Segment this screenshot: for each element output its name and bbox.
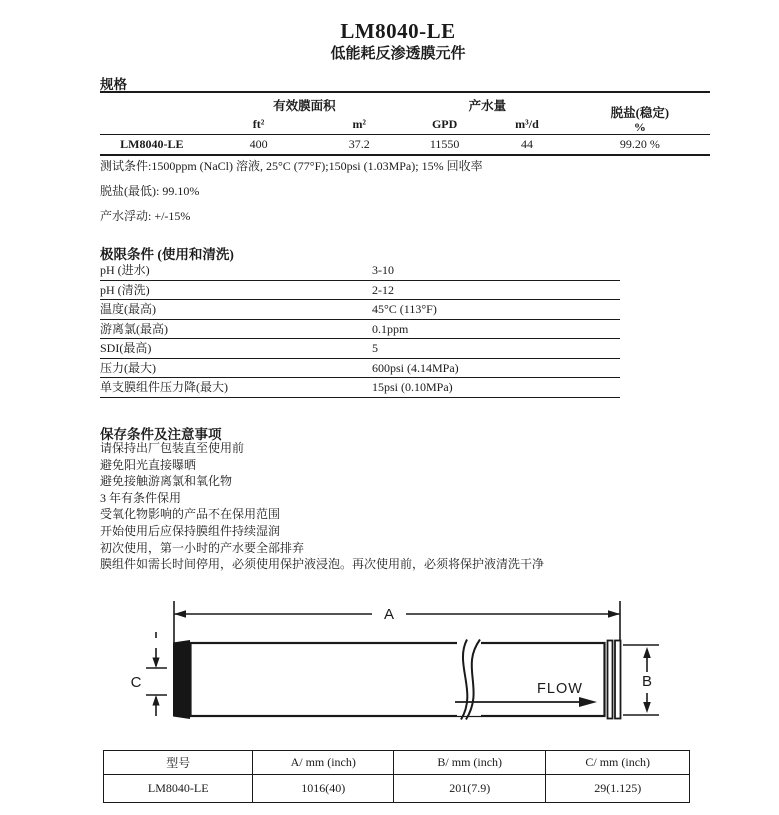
- limit-value: 0.1ppm: [372, 319, 620, 339]
- min-rejection-line: 脱盐(最低): 99.10%: [100, 184, 200, 198]
- arrow-right-icon: [608, 610, 620, 618]
- spec-empty-cell: [100, 92, 204, 114]
- dim-label-c: C: [130, 674, 142, 691]
- dim-label-a: A: [383, 606, 395, 623]
- spec-rejection-value: 99.20 %: [619, 137, 660, 151]
- left-end-cap: [173, 640, 190, 719]
- test-conditions: [100, 154, 710, 229]
- storage-notes-list: [100, 440, 740, 573]
- break-mask: [457, 641, 481, 716]
- dims-header-a: A/ mm (inch): [253, 751, 394, 775]
- spec-rejection-title: 脱盐(稳定): [610, 106, 669, 120]
- limit-value: 15psi (0.10MPa): [372, 378, 620, 398]
- spec-area-ft2: 400: [249, 137, 268, 151]
- limit-value: 45°C (113°F): [372, 300, 620, 320]
- arrow-up-icon: [643, 647, 651, 658]
- dims-model: LM8040-LE: [104, 775, 253, 803]
- dims-header-model: 型号: [104, 751, 253, 775]
- dims-a-value: 1016(40): [253, 775, 394, 803]
- dimension-a: [174, 601, 620, 643]
- limit-value: 600psi (4.14MPa): [372, 358, 620, 378]
- arrow-left-icon: [174, 610, 186, 618]
- storage-section-heading: 保存条件及注意事项: [100, 427, 222, 442]
- list-item: 3 年有条件保用: [100, 490, 182, 505]
- page-subtitle: 低能耗反渗透膜元件: [330, 46, 466, 62]
- dims-c-value: 29(1.125): [546, 775, 690, 803]
- table-row: [100, 261, 620, 280]
- element-body: [191, 643, 605, 716]
- spec-subheader-m2: m²: [313, 114, 405, 135]
- page-title: LM8040-LE: [340, 19, 456, 43]
- list-item: 避免阳光直接曝晒: [100, 457, 197, 472]
- dim-label-b: B: [641, 673, 653, 690]
- table-row: [100, 378, 620, 398]
- list-item: 避免接触游离氯和氧化物: [100, 474, 233, 489]
- membrane-element-diagram: [110, 596, 710, 771]
- limit-value: 2-12: [372, 280, 620, 300]
- right-end-ring: [615, 641, 621, 719]
- list-item: 膜组件如需长时间停用，必须使用保护液浸泡。再次使用前，必须将保护液清洗干净: [100, 557, 545, 572]
- spec-area-m2: 37.2: [348, 137, 370, 151]
- dimensions-header-row: [104, 751, 690, 775]
- spec-subheader-ft2: ft²: [204, 114, 314, 135]
- arrow-down-icon: [643, 702, 651, 713]
- dims-header-c: C/ mm (inch): [546, 751, 690, 775]
- flow-variation-line: 产水浮动: +/-15%: [100, 209, 191, 223]
- dimensions-table: [103, 750, 690, 803]
- right-end-ring: [608, 641, 613, 719]
- limits-section-heading: 极限条件 (使用和清洗): [100, 247, 234, 262]
- spec-group-area: 有效膜面积: [273, 99, 336, 113]
- limit-label: SDI(最高): [100, 339, 372, 359]
- table-row: [104, 775, 690, 803]
- spec-group-header-row: [100, 92, 710, 114]
- arrow-down-icon: [152, 658, 159, 669]
- flow-label: FLOW: [537, 681, 583, 697]
- limit-label: 压力(最大): [100, 358, 372, 378]
- spec-data-row: [100, 135, 710, 156]
- limit-label: 温度(最高): [100, 300, 372, 320]
- table-row: [100, 280, 620, 300]
- limit-value: 5: [372, 339, 620, 359]
- table-row: [100, 319, 620, 339]
- spec-group-flow: 产水量: [468, 99, 507, 113]
- limit-value: 3-10: [372, 261, 620, 280]
- spec-section-heading: 规格: [100, 77, 127, 92]
- dims-header-b: B/ mm (inch): [394, 751, 546, 775]
- list-item: 开始使用后应保持膜组件持续湿润: [100, 523, 281, 538]
- spec-group-rejection: [570, 92, 710, 135]
- dims-b-value: 201(7.9): [394, 775, 546, 803]
- spec-subheader-m3d: m³/d: [484, 114, 569, 135]
- spec-empty-cell: [100, 114, 204, 135]
- table-row: [100, 358, 620, 378]
- spec-subheader-gpd: GPD: [405, 114, 484, 135]
- limit-label: 单支膜组件压力降(最大): [100, 378, 372, 398]
- limits-table: [100, 261, 620, 398]
- test-conditions-line: 测试条件:1500ppm (NaCl) 溶液, 25°C (77°F);150psi (1.03MPa); 15% 回收率: [100, 159, 483, 173]
- spec-rejection-unit: %: [633, 120, 646, 134]
- limit-label: pH (进水): [100, 261, 372, 280]
- arrow-up-icon: [152, 695, 159, 706]
- spec-model: LM8040-LE: [120, 137, 184, 151]
- table-row: [100, 300, 620, 320]
- limit-label: 游离氯(最高): [100, 319, 372, 339]
- spec-table: [100, 91, 710, 156]
- list-item: 初次使用，第一小时的产水要全部排弃: [100, 540, 305, 555]
- list-item: 受氧化物影响的产品不在保用范围: [100, 507, 281, 522]
- table-row: [100, 339, 620, 359]
- limit-label: pH (清洗): [100, 280, 372, 300]
- spec-flow-m3d: 44: [520, 137, 533, 151]
- list-item: 请保持出厂包装直至使用前: [100, 441, 245, 455]
- spec-flow-gpd: 11550: [429, 137, 460, 151]
- doc-header: [93, 18, 703, 64]
